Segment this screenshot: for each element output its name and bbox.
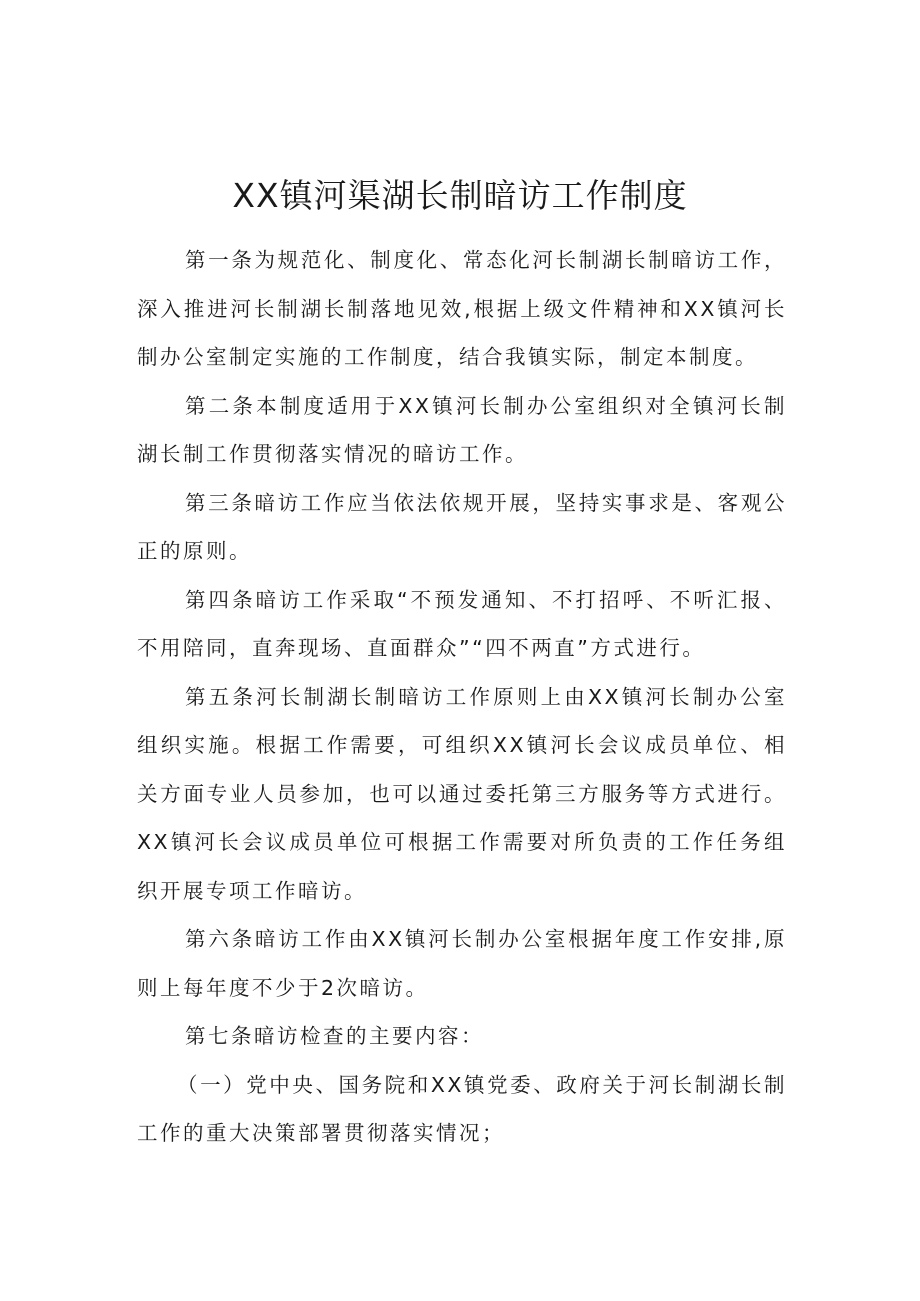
document-body: [137, 236, 787, 1158]
document-title: XX镇河渠湖长制暗访工作制度: [232, 176, 688, 215]
article-6: 第六条暗访工作由XX镇河长制办公室根据年度工作安排,原则上每年度不少于2次暗访。: [137, 927, 787, 1000]
article-4: 第四条暗访工作采取“不预发通知、不打招呼、不听汇报、不用陪同，直奔现场、直面群众”“四不两直”方式进行。: [137, 587, 787, 660]
article-7: 第七条暗访检查的主要内容：: [185, 1024, 484, 1048]
article-7-item-1: （一）党中央、国务院和XX镇党委、政府关于河长制湖长制工作的重大决策部署贯彻落实情况；: [137, 1072, 787, 1145]
article-2: 第二条本制度适用于XX镇河长制办公室组织对全镇河长制湖长制工作贯彻落实情况的暗访工作。: [137, 393, 787, 466]
article-3: 第三条暗访工作应当依法依规开展，坚持实事求是、客观公正的原则。: [137, 490, 787, 563]
article-5: 第五条河长制湖长制暗访工作原则上由XX镇河长制办公室组织实施。根据工作需要，可组织XX镇河长会议成员单位、相关方面专业人员参加，也可以通过委托第三方服务等方式进行。XX镇河长会议成员单位可根据工作需要对所负责的工作任务组织开展专项工作暗访。: [137, 684, 787, 903]
article-1: 第一条为规范化、制度化、常态化河长制湖长制暗访工作，深入推进河长制湖长制落地见效,根据上级文件精神和XX镇河长制办公室制定实施的工作制度，结合我镇实际，制定本制度。: [137, 248, 787, 369]
